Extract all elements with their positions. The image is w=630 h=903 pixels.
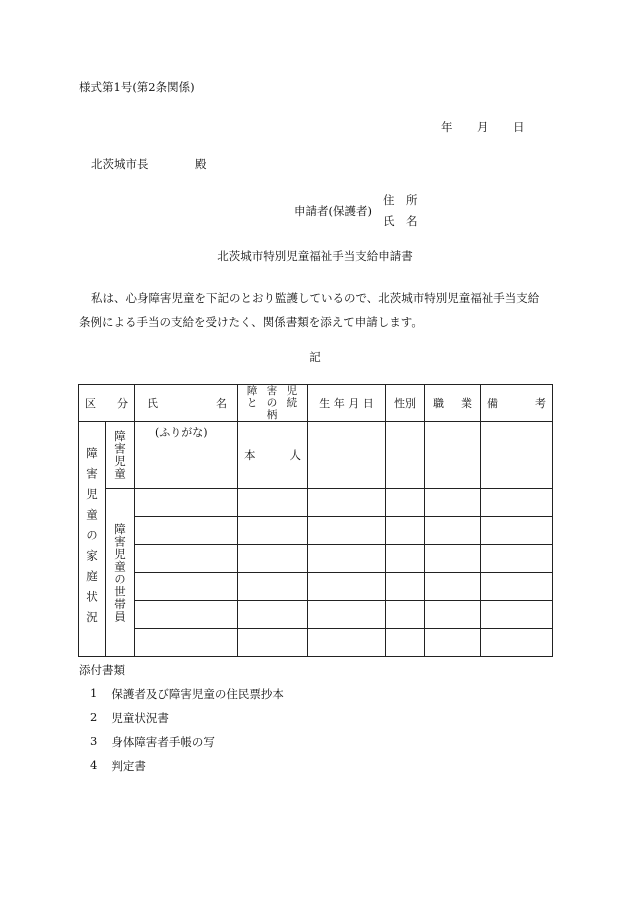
child-relation-cell [238,422,308,489]
addressee-name: 北茨城市長 [91,157,149,171]
header-kubun-char-2: 分 [117,397,128,410]
attachment-number: 4 [90,758,98,772]
header-birthdate: 生 年 月 日 [308,385,386,422]
furigana-label: (ふりがな) [155,426,208,439]
attachment-item [90,734,215,750]
household-row [79,517,553,545]
household-sex-cell[interactable] [386,489,425,517]
household-name-cell[interactable] [135,517,238,545]
header-sex: 性別 [386,385,425,422]
header-remarks-char-1: 備 [487,397,498,410]
household-birthdate-cell[interactable] [308,629,386,657]
attachment-number: 3 [90,734,98,748]
household-relation-cell[interactable] [238,573,308,601]
household-row [79,545,553,573]
attachment-item [90,758,146,774]
addressee-honorific: 殿 [195,157,207,171]
body-line-2: 条例による手当の支給を受けたく、関係書類を添えて申請します。 [79,315,423,329]
attachment-text: 保護者及び障害児童の住民票抄本 [111,687,284,701]
household-label-cell [106,489,135,657]
attachment-item [90,686,284,702]
attachment-text: 児童状況書 [111,711,169,725]
header-zokugara-line-1: 障 害 児 [246,385,301,397]
household-remarks-cell[interactable] [481,629,553,657]
header-kubun-char-1: 区 [85,397,96,410]
household-birthdate-cell[interactable] [308,489,386,517]
household-birthdate-cell[interactable] [308,601,386,629]
header-remarks-char-2: 考 [535,397,546,410]
table-header-row [79,385,553,422]
family-status-label: 障害児童の家庭状況 [85,446,99,632]
household-name-cell[interactable] [135,489,238,517]
date-day-label: 日 [513,120,525,134]
household-name-cell[interactable] [135,629,238,657]
household-remarks-cell[interactable] [481,573,553,601]
household-job-cell[interactable] [425,489,481,517]
household-name-cell[interactable] [135,545,238,573]
attachment-item [90,710,169,726]
household-row [79,629,553,657]
household-birthdate-cell[interactable] [308,545,386,573]
family-status-cell [79,422,106,657]
applicant-name-label: 氏 名 [383,214,418,228]
household-name-cell[interactable] [135,573,238,601]
body-line-1: 私は、心身障害児童を下記のとおり監護しているので、北茨城市特別児童福祉手当支給 [91,291,540,305]
header-kubun [79,385,135,422]
attachment-text: 判定書 [111,759,146,773]
child-birthdate-cell[interactable] [308,422,386,489]
self-char-2: 人 [289,448,301,462]
household-birthdate-cell[interactable] [308,517,386,545]
household-relation-cell[interactable] [238,517,308,545]
attachments-title: 添付書類 [79,663,125,677]
household-relation-cell[interactable] [238,601,308,629]
household-relation-cell[interactable] [238,629,308,657]
household-label: 障害児童の世帯員 [113,522,127,623]
applicant-address-label: 住 所 [383,193,418,207]
household-remarks-cell[interactable] [481,517,553,545]
self-char-1: 本 [244,448,256,462]
header-remarks [481,385,553,422]
header-zokugara [238,385,308,422]
household-job-cell[interactable] [425,601,481,629]
applicant-label: 申請者(保護者) [294,204,372,218]
child-label: 障害児童 [113,430,127,480]
household-sex-cell[interactable] [386,545,425,573]
header-job-char-2: 業 [461,397,472,410]
family-status-table [78,384,553,657]
household-sex-cell[interactable] [386,601,425,629]
header-shimei-char-2: 名 [216,397,227,410]
form-number: 様式第1号(第2条関係) [79,80,195,94]
household-remarks-cell[interactable] [481,601,553,629]
document-title: 北茨城市特別児童福祉手当支給申請書 [217,249,413,263]
household-name-cell[interactable] [135,601,238,629]
household-remarks-cell[interactable] [481,489,553,517]
child-remarks-cell[interactable] [481,422,553,489]
household-sex-cell[interactable] [386,573,425,601]
household-relation-cell[interactable] [238,545,308,573]
child-name-cell[interactable] [135,422,238,489]
household-job-cell[interactable] [425,629,481,657]
household-sex-cell[interactable] [386,517,425,545]
household-row [79,601,553,629]
ki-marker: 記 [309,350,321,364]
child-label-cell [106,422,135,489]
header-job [425,385,481,422]
date-month-label: 月 [477,120,489,134]
household-sex-cell[interactable] [386,629,425,657]
header-job-char-1: 職 [433,397,444,410]
child-row [79,422,553,489]
attachment-text: 身体障害者手帳の写 [111,735,215,749]
household-job-cell[interactable] [425,545,481,573]
child-sex-cell[interactable] [386,422,425,489]
attachment-number: 1 [90,686,98,700]
child-job-cell[interactable] [425,422,481,489]
attachment-number: 2 [90,710,98,724]
date-year-label: 年 [441,120,453,134]
household-relation-cell[interactable] [238,489,308,517]
household-remarks-cell[interactable] [481,545,553,573]
household-birthdate-cell[interactable] [308,573,386,601]
household-job-cell[interactable] [425,517,481,545]
household-row [79,573,553,601]
header-zokugara-line-2: と の 続 柄 [246,397,301,421]
household-job-cell[interactable] [425,573,481,601]
header-shimei [135,385,238,422]
household-row [79,489,553,517]
header-shimei-char-1: 氏 [147,397,158,410]
